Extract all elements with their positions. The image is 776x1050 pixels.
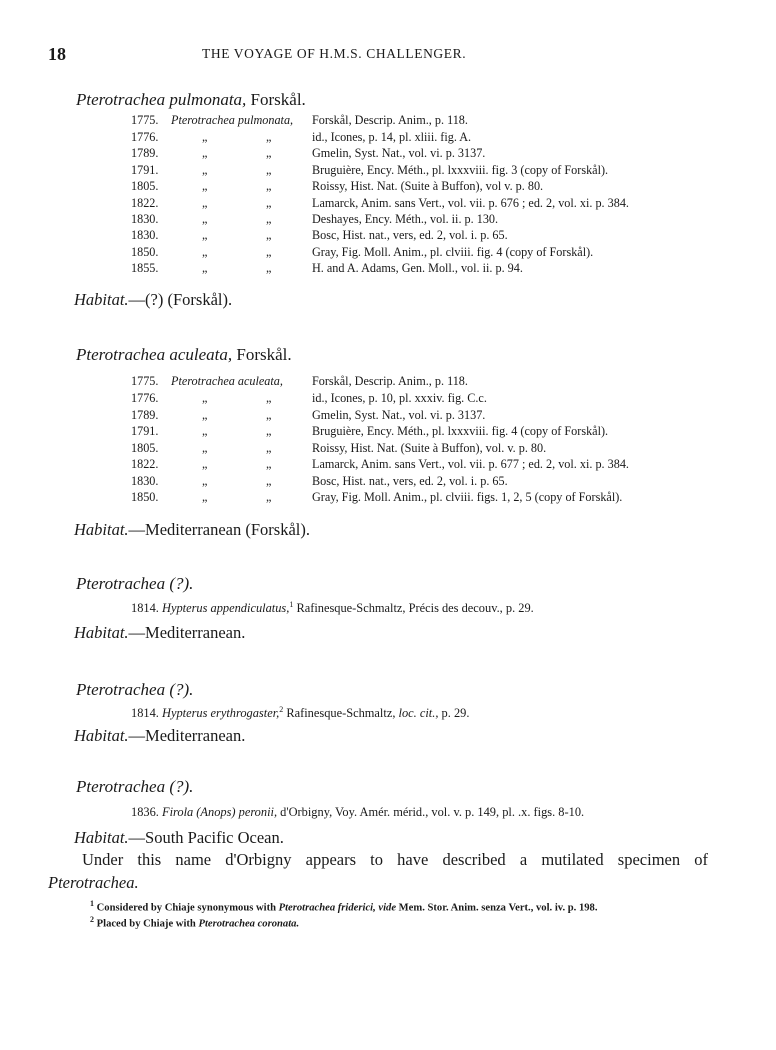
page-header — [48, 44, 748, 66]
ref-citation-italic: loc. cit., — [398, 706, 439, 721]
ref-year: 1850. — [131, 244, 159, 259]
ditto-mark: „ — [266, 440, 272, 455]
species-title-aculeata — [76, 345, 292, 365]
habitat-text: —South Pacific Ocean. — [128, 828, 284, 847]
ref-citation: Gray, Fig. Moll. Anim., pl. clviii. fig. 4 (copy of Forskål). — [312, 244, 594, 259]
ditto-mark: „ — [202, 228, 208, 243]
habitat-uncertain-1 — [74, 623, 245, 643]
species-name: Pterotrachea pulmonata, — [76, 90, 247, 109]
habitat-text: —Mediterranean. — [128, 726, 246, 745]
ref-citation: Rafinesque-Schmaltz, — [283, 706, 399, 721]
habitat-label: Habitat. — [74, 290, 129, 309]
ref-year: 1836. — [131, 805, 159, 819]
habitat-label: Habitat. — [74, 726, 129, 745]
ref-year: 1830. — [131, 212, 159, 226]
ditto-mark: „ — [266, 195, 272, 210]
ref-year: 1822. — [131, 457, 159, 471]
footnote-2 — [90, 915, 299, 930]
ref-year: 1850. — [131, 490, 159, 504]
habitat-label: Habitat. — [74, 623, 129, 642]
ref-citation: Gmelin, Syst. Nat., vol. vi. p. 3137. — [312, 146, 486, 161]
ditto-mark: „ — [266, 162, 272, 177]
ref-citation: id., Icones, p. 14, pl. xliii. fig. A. — [312, 130, 472, 144]
ref-citation: Rafinesque-Schmaltz, Précis des decouv., p. 29. — [293, 601, 534, 616]
ref-genus-name: Pterotrachea pulmonata, — [171, 113, 294, 127]
ref-year: 1791. — [131, 162, 159, 177]
ref-citation: Bruguière, Ency. Méth., pl. lxxxviii. fig. 3 (copy of Forskål). — [312, 162, 609, 177]
ditto-mark: „ — [266, 490, 272, 504]
ref-year: 1814. — [131, 706, 159, 721]
ref-citation: d'Orbigny, Voy. Amér. mérid., vol. v. p. 149, pl. .x. figs. 8-10. — [277, 805, 585, 819]
ditto-mark: „ — [202, 490, 208, 504]
ref-year: 1789. — [131, 407, 159, 422]
ref-year: 1830. — [131, 473, 159, 488]
ditto-mark: „ — [266, 130, 272, 144]
ref-year: 1775. — [131, 113, 159, 127]
running-title: THE VOYAGE OF H.M.S. CHALLENGER. — [202, 46, 467, 61]
ditto-mark: „ — [266, 473, 272, 488]
ditto-mark: „ — [202, 162, 208, 177]
ref-year: 1805. — [131, 440, 159, 455]
footnote-text: Considered by Chiaje synonymous with — [94, 902, 279, 914]
ref-citation: p. 29. — [438, 706, 470, 721]
habitat-uncertain-2 — [74, 726, 245, 746]
footnote-number: 1 — [90, 899, 94, 908]
ref-citation: Lamarck, Anim. sans Vert., vol. vii. p. 676 ; ed. 2, vol. xi. p. 384. — [312, 195, 629, 210]
ref-citation: Forskål, Descrip. Anim., p. 118. — [312, 113, 468, 127]
ref-citation: Bosc, Hist. nat., vers, ed. 2, vol. i. p. 65. — [312, 473, 508, 488]
ref-citation: Roissy, Hist. Nat. (Suite à Buffon), vol. v. p. 80. — [312, 440, 547, 455]
ref-citation: Bosc, Hist. nat., vers, ed. 2, vol. i. p. 65. — [312, 228, 508, 243]
species-name: Pterotrachea aculeata, — [76, 345, 233, 364]
footnote-1 — [90, 899, 598, 914]
habitat-text: —Mediterranean. — [128, 623, 246, 642]
ref-year: 1805. — [131, 179, 159, 194]
ref-year: 1791. — [131, 424, 159, 438]
ditto-mark: „ — [266, 228, 272, 243]
habitat-aculeata — [74, 520, 310, 540]
ref-year: 1775. — [131, 374, 159, 388]
ditto-mark: „ — [266, 407, 272, 422]
ditto-mark: „ — [202, 195, 208, 210]
ditto-mark: „ — [266, 424, 272, 438]
species-title-pulmonata — [76, 90, 306, 110]
ditto-mark: „ — [266, 244, 272, 259]
ditto-mark: „ — [202, 261, 208, 276]
synonymy-row — [131, 805, 584, 820]
ref-year: 1814. — [131, 601, 159, 616]
habitat-text: —Mediterranean (Forskål). — [128, 520, 310, 539]
ref-year: 1776. — [131, 130, 159, 144]
ditto-mark: „ — [202, 440, 208, 455]
ditto-mark: „ — [266, 179, 272, 194]
note-line: Pterotrachea. — [48, 873, 139, 892]
ref-genus-name: Firola (Anops) peronii, — [162, 805, 278, 819]
ditto-mark: „ — [202, 212, 208, 226]
habitat-uncertain-3 — [74, 828, 284, 848]
footnote-italic: Pterotrachea friderici, vide — [278, 902, 397, 914]
ditto-mark: „ — [202, 391, 208, 405]
species-author: Forskål. — [246, 90, 306, 109]
ref-genus-name: Hypterus appendiculatus, — [162, 601, 290, 616]
ref-citation: Roissy, Hist. Nat. (Suite à Buffon), vol v. p. 80. — [312, 179, 544, 194]
ref-citation: Forskål, Descrip. Anim., p. 118. — [312, 374, 468, 388]
ref-citation: id., Icones, p. 10, pl. xxxiv. fig. C.c. — [312, 391, 487, 405]
footnote-text: Mem. Stor. Anim. senza Vert., vol. iv. p. 198. — [396, 902, 598, 914]
ditto-mark: „ — [202, 179, 208, 194]
ditto-mark: „ — [202, 457, 208, 471]
ref-year: 1822. — [131, 195, 159, 210]
species-author: Forskål. — [232, 345, 292, 364]
habitat-text: —(?) (Forskål). — [128, 290, 233, 309]
ref-citation: Lamarck, Anim. sans Vert., vol. vii. p. 677 ; ed. 2, vol. xi. p. 384. — [312, 457, 629, 471]
species-title-uncertain-3: Pterotrachea (?). — [76, 777, 194, 796]
ditto-mark: „ — [202, 146, 208, 161]
ref-citation: Deshayes, Ency. Méth., vol. ii. p. 130. — [312, 212, 499, 226]
habitat-pulmonata — [74, 290, 232, 310]
ditto-mark: „ — [202, 244, 208, 259]
ref-citation: Gray, Fig. Moll. Anim., pl. clviii. figs. 1, 2, 5 (copy of Forskål). — [312, 490, 623, 504]
habitat-label: Habitat. — [74, 828, 129, 847]
ditto-mark: „ — [202, 407, 208, 422]
ref-year: 1789. — [131, 146, 159, 161]
note-line: Under this name d'Orbigny appears to have described a mutilated specimen of — [82, 850, 708, 869]
ditto-mark: „ — [266, 212, 272, 226]
footnote-marker: 2 — [279, 705, 284, 714]
footnote-text: Placed by Chiaje with — [94, 918, 199, 930]
footnote-italic: Pterotrachea coronata. — [198, 918, 300, 930]
ref-genus-name: Pterotrachea aculeata, — [171, 374, 283, 388]
synonymy-row — [131, 705, 469, 721]
species-title-uncertain-2: Pterotrachea (?). — [76, 680, 194, 699]
ref-citation: Gmelin, Syst. Nat., vol. vi. p. 3137. — [312, 407, 486, 422]
ref-citation: Bruguière, Ency. Méth., pl. lxxxviii. fig. 4 (copy of Forskål). — [312, 424, 609, 438]
ditto-mark: „ — [266, 457, 272, 471]
ref-genus-name: Hypterus erythrogaster, — [162, 706, 280, 721]
ditto-mark: „ — [202, 473, 208, 488]
ditto-mark: „ — [266, 146, 272, 161]
ref-year: 1855. — [131, 261, 159, 276]
ref-citation: H. and A. Adams, Gen. Moll., vol. ii. p. 94. — [312, 261, 523, 276]
footnote-number: 2 — [90, 915, 94, 924]
note-paragraph — [48, 848, 708, 894]
ditto-mark: „ — [266, 261, 272, 276]
synonymy-row — [131, 600, 534, 616]
footnote-marker: 1 — [289, 600, 294, 609]
habitat-label: Habitat. — [74, 520, 129, 539]
species-title-uncertain-1: Pterotrachea (?). — [76, 574, 194, 593]
ditto-mark: „ — [266, 391, 272, 405]
page-number: 18 — [48, 44, 66, 64]
ditto-mark: „ — [202, 424, 208, 438]
ditto-mark: „ — [202, 130, 208, 144]
ref-year: 1776. — [131, 391, 159, 405]
ref-year: 1830. — [131, 228, 159, 243]
